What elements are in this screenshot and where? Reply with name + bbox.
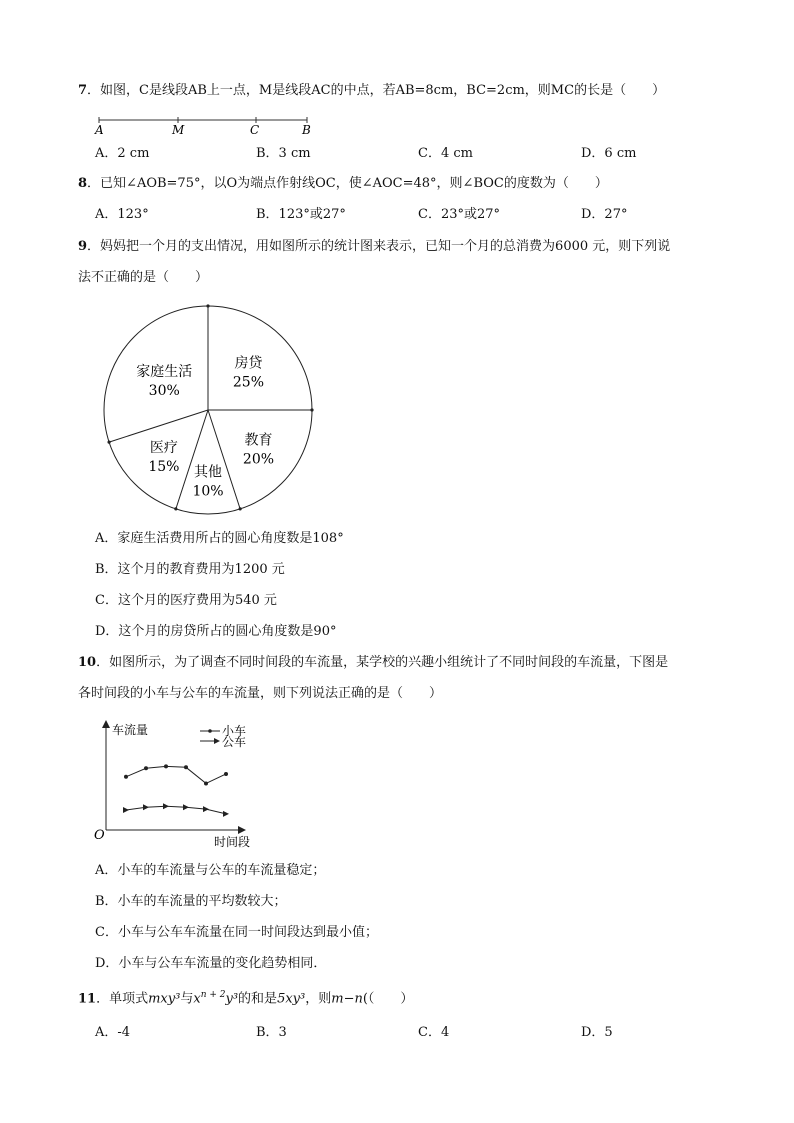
question-7 bbox=[78, 82, 665, 100]
data-point-bus bbox=[123, 807, 129, 813]
question-number: 9 bbox=[78, 239, 88, 254]
pie-slice-dot bbox=[206, 304, 209, 307]
data-point-car bbox=[204, 781, 208, 785]
data-point-bus bbox=[183, 804, 189, 810]
option-a: A．2 cm bbox=[95, 146, 150, 161]
option-a: A．小车的车流量与公车的车流量稳定； bbox=[95, 863, 326, 878]
option-a: A．家庭生活费用所占的圆心角度数是108° bbox=[95, 531, 344, 546]
segment-figure bbox=[90, 114, 330, 140]
option-d: D．5 bbox=[581, 1025, 613, 1040]
series-line-car bbox=[126, 766, 226, 783]
legend bbox=[200, 724, 246, 749]
term-2-exponent: n + 2 bbox=[200, 990, 226, 1000]
question-10 bbox=[78, 654, 668, 672]
question-text: ．已知∠AOB=75°，以O为端点作射线OC，使∠AOC=48°，则∠BOC的度数为（ ） bbox=[87, 176, 608, 191]
pie-chart bbox=[88, 290, 328, 530]
pie-slice-label: 教育 bbox=[244, 432, 273, 449]
data-point-bus bbox=[203, 806, 209, 812]
pie-slice-label: 医疗 bbox=[149, 440, 178, 457]
pie-slice-label: 其他 bbox=[194, 464, 222, 481]
term-2-base: x bbox=[193, 991, 201, 1007]
option-c: C．小车与公车车流量在同一时间段达到最小值； bbox=[95, 925, 378, 940]
term-1: mxy³ bbox=[148, 991, 181, 1007]
data-point-bus bbox=[163, 803, 169, 809]
option-b: B．3 bbox=[256, 1025, 287, 1040]
data-point-car bbox=[164, 764, 168, 768]
pie-slice-dot bbox=[174, 507, 177, 510]
option-d: D．27° bbox=[581, 207, 628, 222]
pie-slice-dot bbox=[239, 507, 242, 510]
legend-label-car: 小车 bbox=[222, 724, 247, 738]
term-3: 5xy³ bbox=[277, 991, 306, 1007]
pie-slice-label: 家庭生活 bbox=[136, 364, 193, 381]
data-point-car bbox=[144, 766, 148, 770]
line-chart bbox=[90, 714, 270, 854]
option-a: A．-4 bbox=[95, 1025, 131, 1040]
x-axis-label: 时间段 bbox=[214, 835, 251, 849]
connector-2: 的和是 bbox=[238, 991, 278, 1007]
question-text-suffix: (（ ） bbox=[362, 991, 414, 1007]
term-2-rest: y³ bbox=[225, 991, 239, 1007]
connector-1: 与 bbox=[180, 991, 194, 1007]
legend-label-bus: 公车 bbox=[222, 735, 247, 749]
question-8 bbox=[78, 175, 608, 193]
origin-label: O bbox=[94, 828, 105, 843]
pie-slice-dot bbox=[107, 441, 110, 444]
pie-slice-label: 房贷 bbox=[234, 355, 263, 372]
question-text: ．妈妈把一个月的支出情况，用如图所示的统计图来表示，已知一个月的总消费为6000 元，则下列说 bbox=[87, 239, 671, 254]
option-c: C．这个月的医疗费用为540 元 bbox=[95, 593, 277, 608]
pie-slice-percent: 20% bbox=[242, 451, 275, 468]
question-text: ．如图所示，为了调查不同时间段的车流量，某学校的兴趣小组统计了不同时间段的车流量，下图是 bbox=[96, 655, 669, 670]
option-b: B．小车的车流量的平均数较大； bbox=[95, 894, 287, 909]
question-number: 11 bbox=[78, 991, 97, 1007]
pie-slice-percent: 15% bbox=[148, 459, 180, 476]
point-m-label: M bbox=[172, 123, 185, 137]
expression: m−n bbox=[331, 991, 363, 1007]
question-10-continued: 各时间段的小车与公车的车流量，则下列说法正确的是（ ） bbox=[78, 686, 443, 701]
question-text: ．如图，C是线段AB上一点，M是线段AC的中点，若AB=8cm，BC=2cm，则MC的长是（ ） bbox=[87, 83, 666, 98]
question-9 bbox=[78, 238, 670, 256]
series-line-bus bbox=[126, 806, 226, 814]
option-b: B．3 cm bbox=[256, 146, 311, 161]
question-number: 10 bbox=[78, 655, 97, 670]
y-axis-label: 车流量 bbox=[112, 723, 149, 737]
pie-slice-percent: 10% bbox=[192, 483, 224, 500]
option-d: D．这个月的房贷所占的圆心角度数是90° bbox=[95, 624, 337, 639]
question-text-prefix: ．单项式 bbox=[96, 991, 149, 1007]
data-point-car bbox=[184, 765, 188, 769]
data-point-bus bbox=[223, 811, 229, 817]
legend-marker-car bbox=[208, 729, 212, 733]
option-c: C．4 bbox=[418, 1025, 450, 1040]
option-d: D．6 cm bbox=[581, 146, 637, 161]
legend-marker-bus bbox=[214, 738, 220, 744]
option-b: B．123°或27° bbox=[256, 207, 346, 222]
connector-3: ，则 bbox=[305, 991, 332, 1007]
option-c: C．23°或27° bbox=[418, 207, 501, 222]
data-point-car bbox=[224, 772, 228, 776]
pie-slice-percent: 30% bbox=[148, 383, 180, 400]
option-a: A．123° bbox=[95, 207, 149, 222]
pie-slice-percent: 25% bbox=[232, 374, 265, 391]
option-b: B．这个月的教育费用为1200 元 bbox=[95, 562, 285, 577]
option-c: C．4 cm bbox=[418, 146, 473, 161]
point-a-label: A bbox=[95, 123, 104, 137]
question-number: 7 bbox=[78, 83, 88, 98]
question-number: 8 bbox=[78, 176, 88, 191]
point-c-label: C bbox=[250, 123, 260, 137]
pie-slice-dot bbox=[310, 408, 313, 411]
question-9-continued: 法不正确的是（ ） bbox=[78, 270, 209, 285]
point-b-label: B bbox=[302, 123, 311, 137]
data-point-bus bbox=[143, 804, 149, 810]
option-d: D．小车与公车车流量的变化趋势相同． bbox=[95, 956, 327, 971]
data-point-car bbox=[124, 775, 128, 779]
question-11 bbox=[78, 986, 413, 1008]
